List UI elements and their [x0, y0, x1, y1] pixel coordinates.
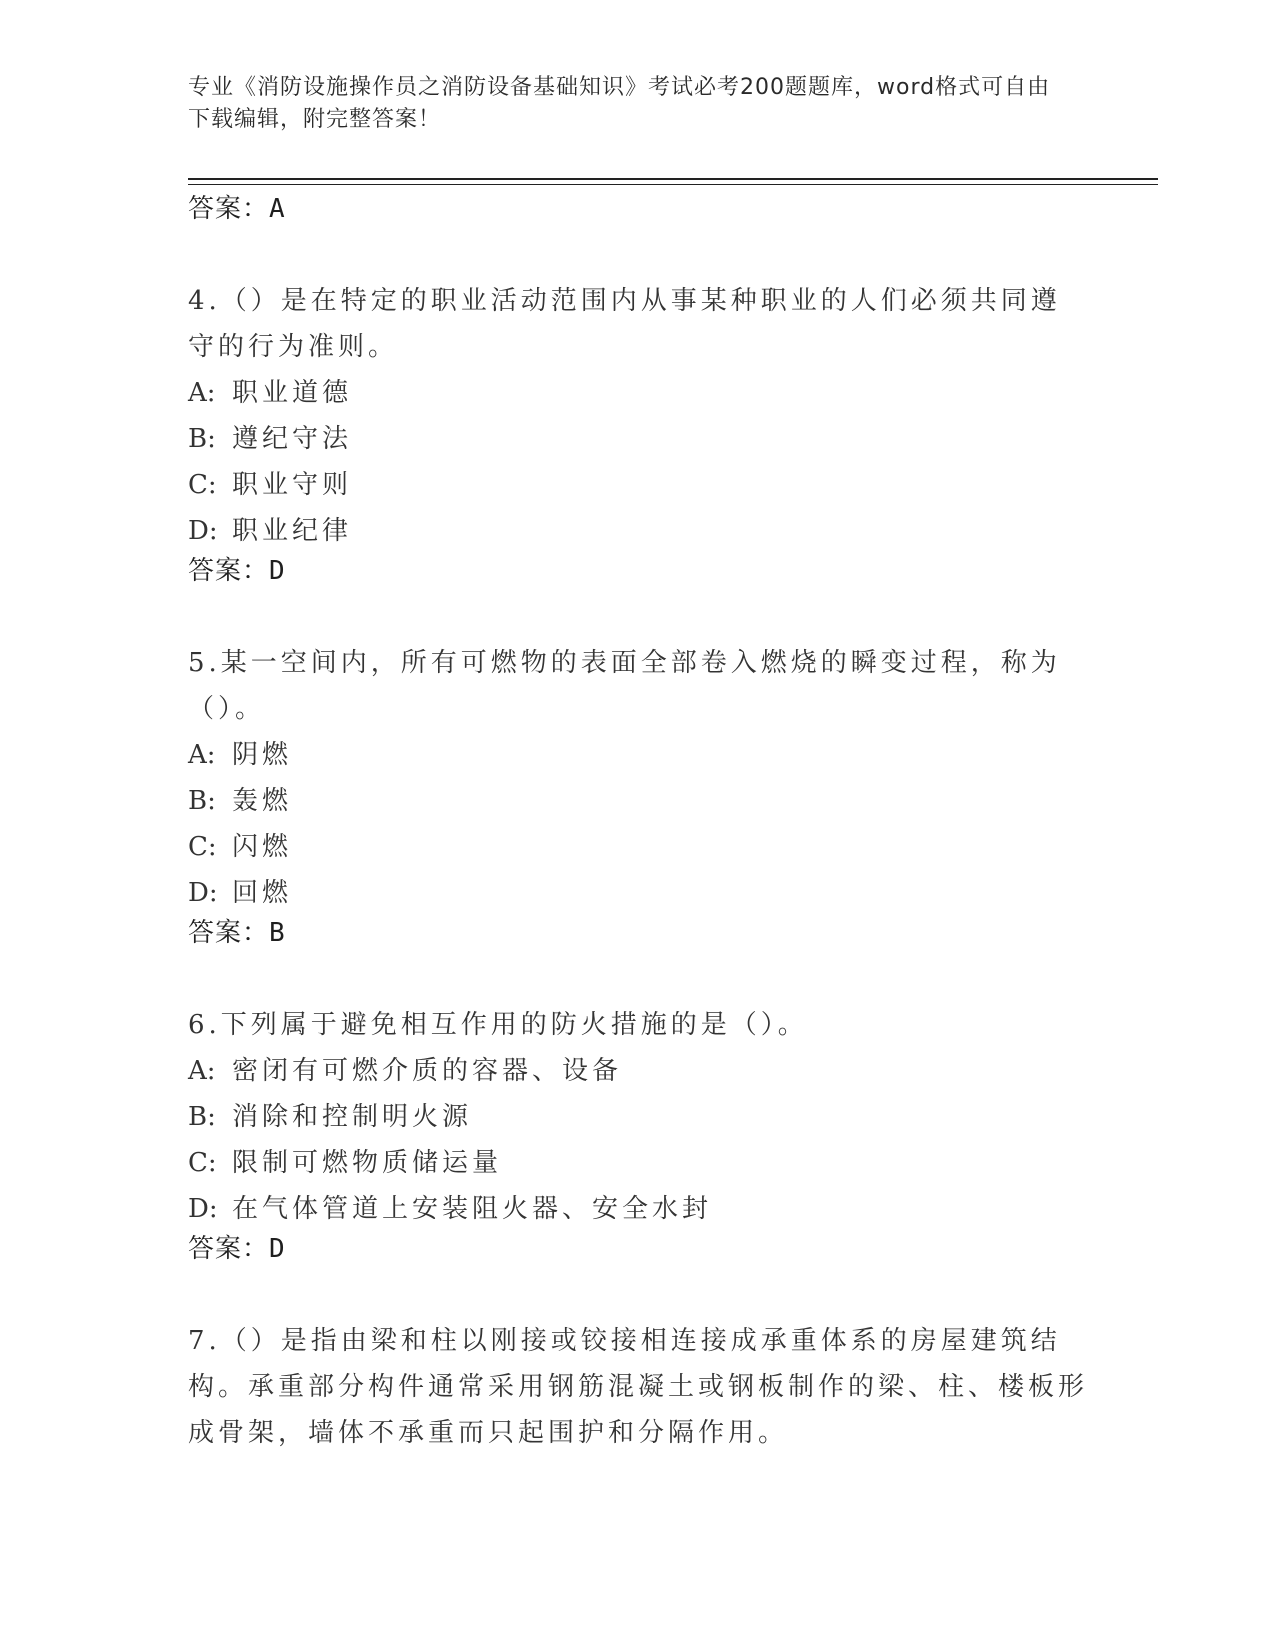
- document-header: 专业《消防设施操作员之消防设备基础知识》考试必考200题题库，word格式可自由下载编辑，附完整答案！: [188, 75, 1051, 132]
- question-block: [188, 640, 1088, 962]
- document-body: [188, 192, 1088, 1456]
- option-a: [188, 732, 1088, 778]
- option-letter: B:: [188, 1102, 216, 1132]
- question-text: 6.下列属于避免相互作用的防火措施的是（）。: [188, 1010, 808, 1040]
- option-letter: A:: [188, 740, 216, 770]
- answer-line: [188, 554, 1088, 600]
- option-text: 职业纪律: [232, 516, 353, 546]
- option-letter: C:: [188, 832, 217, 862]
- answer-label: 答案：: [188, 918, 270, 948]
- option-letter: C:: [188, 1148, 217, 1178]
- option-text: 消除和控制明火源: [232, 1102, 473, 1132]
- option-text: 轰燃: [232, 786, 293, 816]
- answer-line: [188, 916, 1088, 962]
- answer-label: 答案：: [188, 194, 270, 224]
- option-text: 密闭有可燃介质的容器、设备: [232, 1056, 623, 1086]
- option-letter: A:: [188, 378, 216, 408]
- option-letter: C:: [188, 470, 217, 500]
- option-text: 阴燃: [232, 740, 293, 770]
- option-b: [188, 1094, 1088, 1140]
- option-letter: D:: [188, 878, 218, 908]
- question-text: 5.某一空间内，所有可燃物的表面全部卷入燃烧的瞬变过程，称为（）。: [188, 648, 1061, 724]
- option-b: [188, 778, 1088, 824]
- option-c: [188, 1140, 1088, 1186]
- answer-line: [188, 1232, 1088, 1278]
- option-text: 职业道德: [232, 378, 353, 408]
- question-text: 4.（）是在特定的职业活动范围内从事某种职业的人们必须共同遵守的行为准则。: [188, 286, 1061, 362]
- option-letter: A:: [188, 1056, 216, 1086]
- answer-value: B: [269, 918, 286, 948]
- option-letter: D:: [188, 1194, 218, 1224]
- option-c: [188, 824, 1088, 870]
- option-text: 限制可燃物质储运量: [232, 1148, 503, 1178]
- option-text: 回燃: [232, 878, 293, 908]
- option-a: [188, 370, 1088, 416]
- option-c: [188, 462, 1088, 508]
- answer-label: 答案：: [188, 556, 270, 586]
- answer-value: A: [269, 194, 286, 224]
- option-b: [188, 416, 1088, 462]
- option-text: 职业守则: [232, 470, 353, 500]
- option-d: [188, 508, 1088, 554]
- option-text: 遵纪守法: [232, 424, 353, 454]
- option-text: 闪燃: [232, 832, 293, 862]
- question-block: [188, 1002, 1088, 1278]
- question-text: 7.（）是指由梁和柱以刚接或铰接相连接成承重体系的房屋建筑结构。承重部分构件通常采用钢筋混凝土或钢板制作的梁、柱、楼板形成骨架，墙体不承重而只起围护和分隔作用。: [188, 1326, 1089, 1448]
- option-a: [188, 1048, 1088, 1094]
- question-block: [188, 1318, 1088, 1456]
- answer-value: D: [269, 1234, 286, 1264]
- header-divider-thick: [188, 178, 1158, 180]
- header-divider-thin: [188, 184, 1158, 185]
- option-letter: B:: [188, 424, 216, 454]
- answer-line: [188, 192, 1088, 238]
- answer-label: 答案：: [188, 1234, 270, 1264]
- option-letter: B:: [188, 786, 216, 816]
- option-text: 在气体管道上安装阻火器、安全水封: [232, 1194, 713, 1224]
- option-d: [188, 1186, 1088, 1232]
- option-d: [188, 870, 1088, 916]
- question-block: [188, 278, 1088, 600]
- option-letter: D:: [188, 516, 218, 546]
- answer-value: D: [269, 556, 286, 586]
